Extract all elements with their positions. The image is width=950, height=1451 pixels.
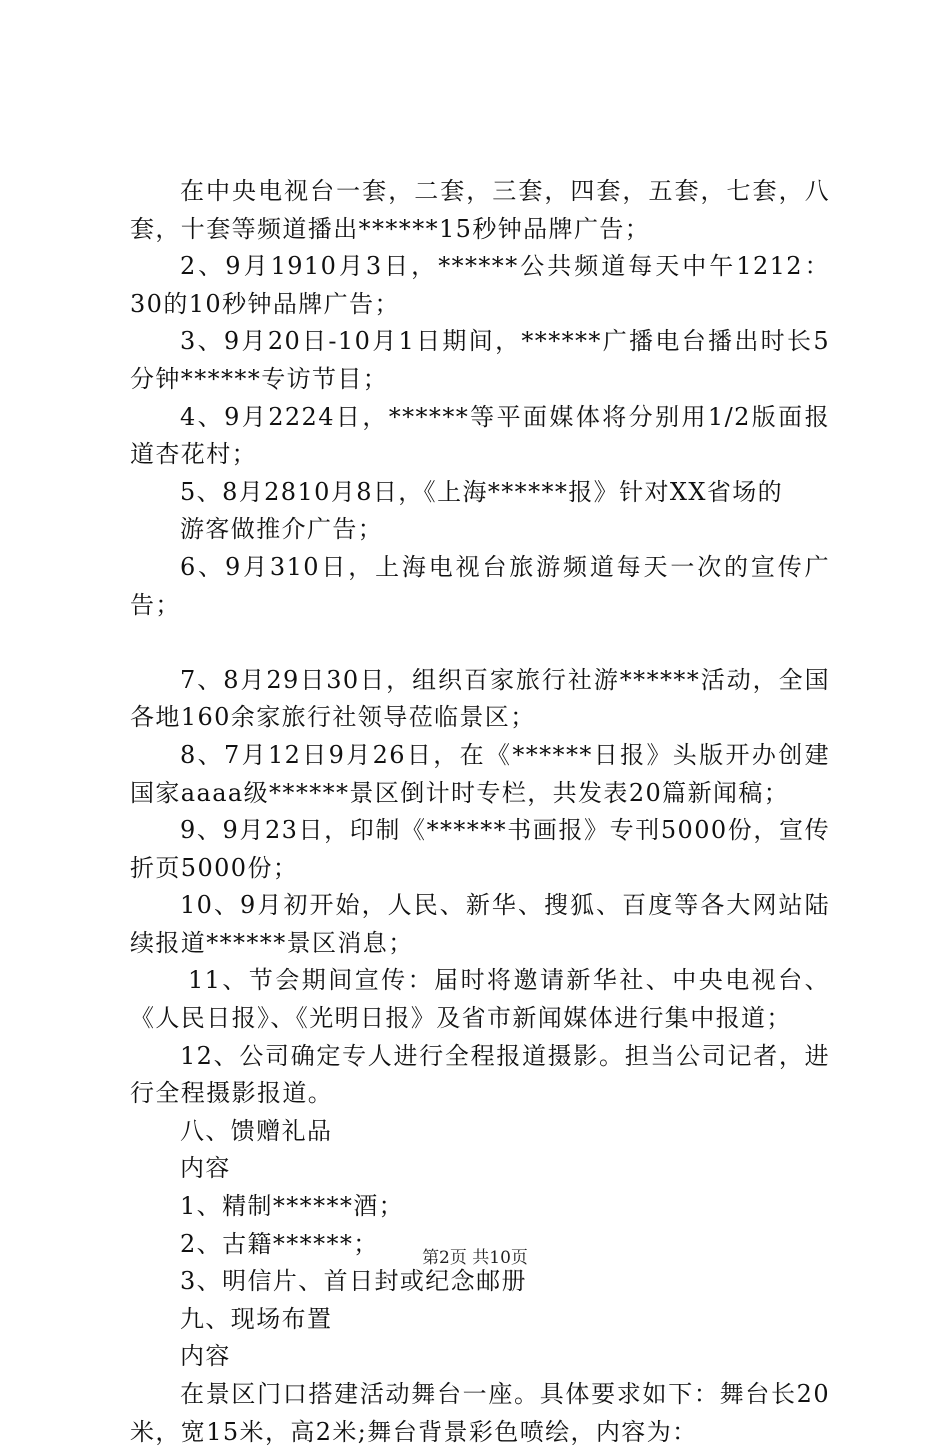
paragraph-item-12: 12、公司确定专人进行全程报道摄影。担当公司记者，进行全程摄影报道。 [130, 1041, 830, 1108]
page-footer: 第2页 共10页 [422, 1248, 528, 1268]
gifts-content-label: 内容 [180, 1154, 231, 1183]
paragraph-item-6: 6、9月310日，上海电视台旅游频道每天一次的宣传广告； [130, 552, 830, 619]
paragraph-item-3: 3、9月20日-10月1日期间，******广播电台播出时长5分钟******专访节目； [130, 327, 830, 393]
gift-item-3: 3、明信片、首日封或纪念邮册 [180, 1267, 527, 1296]
paragraph-item-5-continued: 游客做推介广告； [180, 515, 384, 544]
paragraph-item-11: 11、节会期间宣传：届时将邀请新华社、中央电视台、《人民日报》、《光明日报》及省市新闻媒体进行集中报道； [130, 966, 830, 1033]
paragraph-item-5: 5、8月2810月8日，《上海******报》针对XX省场的 [180, 477, 784, 506]
section-heading-venue-setup: 九、现场布置 [180, 1304, 333, 1333]
gift-item-2: 2、古籍******； [180, 1229, 379, 1258]
paragraph-item-2: 2、9月1910月3日，******公共频道每天中午1212：30的10秒钟品牌广告； [130, 252, 830, 318]
section-heading-gifts: 八、馈赠礼品 [180, 1116, 333, 1145]
paragraph-stage-setup: 在景区门口搭建活动舞台一座。具体要求如下：舞台长20米，宽15米，高2米;舞台背景彩色喷绘，内容为： [130, 1380, 830, 1446]
paragraph-item-7: 7、8月29日30日，组织百家旅行社游******活动，全国各地160余家旅行社领导莅临景区； [130, 665, 830, 732]
gift-item-1: 1、精制******酒； [180, 1192, 405, 1221]
paragraph-item-4: 4、9月2224日，******等平面媒体将分别用1/2版面报道杏花村； [130, 402, 830, 469]
paragraph-item-9: 9、9月23日，印制《******书画报》专刊5000份，宣传折页5000份； [130, 816, 830, 882]
paragraph-item-10: 10、9月初开始，人民、新华、搜狐、百度等各大网站陆续报道******景区消息； [130, 891, 830, 957]
paragraph-item-8: 8、7月12日9月26日，在《******日报》头版开办创建国家aaaa级******景区倒计时专栏，共发表20篇新闻稿； [130, 740, 830, 807]
venue-content-label: 内容 [180, 1342, 231, 1371]
paragraph-cctv-ads: 在中央电视台一套，二套，三套，四套，五套，七套，八套，十套等频道播出******15秒钟品牌广告； [130, 177, 830, 243]
